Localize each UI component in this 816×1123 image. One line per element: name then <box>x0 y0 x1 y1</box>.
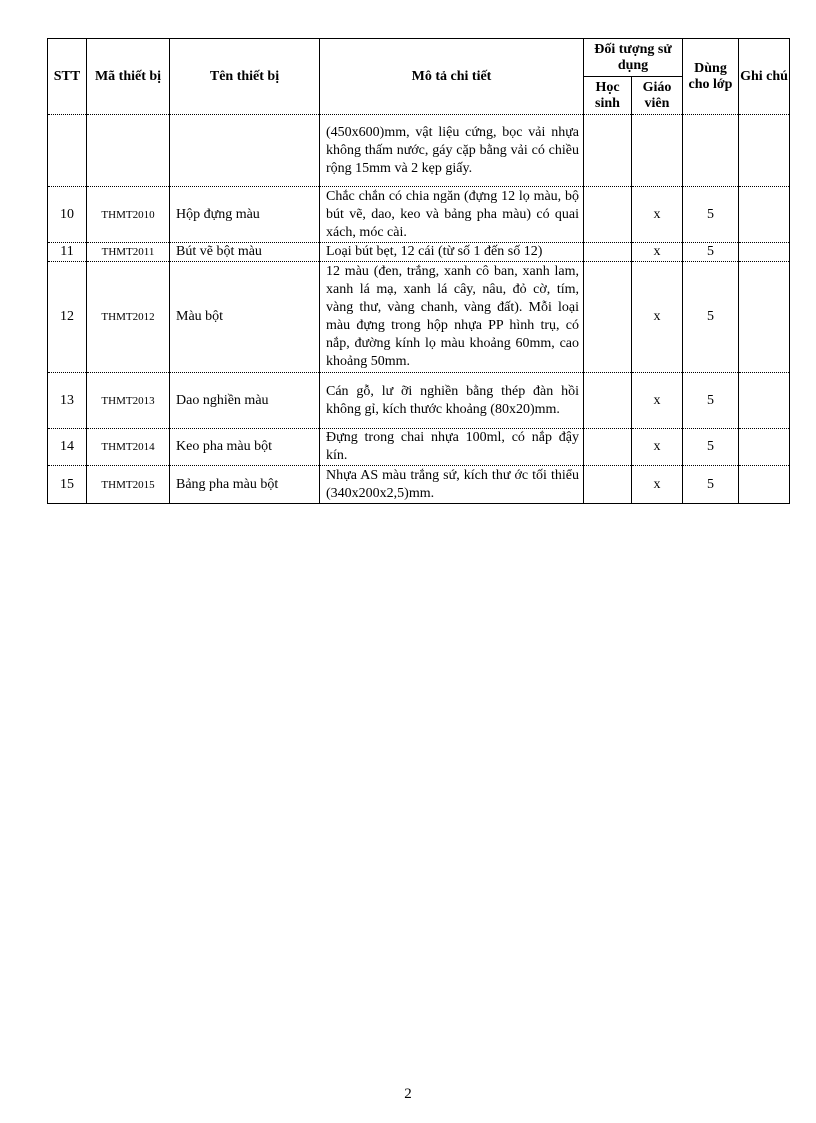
row-name: Keo pha màu bột <box>170 429 320 466</box>
table-row <box>48 187 790 243</box>
row-teacher: x <box>632 262 683 373</box>
row-student <box>584 373 632 429</box>
row-name: Bút vẽ bột màu <box>170 243 320 262</box>
row-grade: 5 <box>683 262 739 373</box>
row-grade: 5 <box>683 373 739 429</box>
row-description: 12 màu (đen, trắng, xanh cô ban, xanh lam, xanh lá mạ, xanh lá cây, nâu, đỏ cờ, tím, vàng thư, vàng chanh, vàng đất). Mỗi loại màu đựng trong hộp nhựa PP hình trụ, có nắp, đường kính lọ màu khoảng 60mm, cao khoảng 50mm. <box>320 262 584 373</box>
header-grade: Dùng cho lớp <box>683 39 739 115</box>
row-code: THMT2013 <box>87 373 170 429</box>
header-note: Ghi chú <box>739 39 790 115</box>
row-grade: 5 <box>683 243 739 262</box>
header-name: Tên thiết bị <box>170 39 320 115</box>
row-note <box>739 243 790 262</box>
row-description: (450x600)mm, vật liệu cứng, bọc vải nhựa không thấm nước, gáy cặp bằng vải có chiều rộng 15mm và 2 kẹp giấy. <box>320 115 584 187</box>
row-teacher: x <box>632 243 683 262</box>
row-name <box>170 115 320 187</box>
row-teacher: x <box>632 466 683 504</box>
table-row <box>48 466 790 504</box>
equipment-table <box>47 38 790 504</box>
row-code: THMT2011 <box>87 243 170 262</box>
row-teacher: x <box>632 373 683 429</box>
row-teacher: x <box>632 187 683 243</box>
table-row <box>48 429 790 466</box>
row-code: THMT2012 <box>87 262 170 373</box>
row-grade: 5 <box>683 466 739 504</box>
row-teacher: x <box>632 429 683 466</box>
row-student <box>584 115 632 187</box>
row-name: Hộp đựng màu <box>170 187 320 243</box>
header-stt: STT <box>48 39 87 115</box>
table-row <box>48 262 790 373</box>
row-code: THMT2015 <box>87 466 170 504</box>
header-code: Mã thiết bị <box>87 39 170 115</box>
row-note <box>739 466 790 504</box>
row-code: THMT2014 <box>87 429 170 466</box>
row-description: Chắc chắn có chia ngăn (đựng 12 lọ màu, bộ bút vẽ, dao, keo và bảng pha màu) có quai xách, móc cài. <box>320 187 584 243</box>
row-stt: 15 <box>48 466 87 504</box>
row-name: Bảng pha màu bột <box>170 466 320 504</box>
row-stt: 11 <box>48 243 87 262</box>
header-teacher: Giáo viên <box>632 77 683 115</box>
row-note <box>739 429 790 466</box>
row-stt: 14 <box>48 429 87 466</box>
row-code <box>87 115 170 187</box>
row-grade <box>683 115 739 187</box>
row-teacher <box>632 115 683 187</box>
row-note <box>739 373 790 429</box>
table-row <box>48 115 790 187</box>
header-description: Mô tả chi tiết <box>320 39 584 115</box>
row-student <box>584 429 632 466</box>
page-number: 2 <box>404 1086 412 1102</box>
row-student <box>584 466 632 504</box>
row-student <box>584 262 632 373</box>
row-name: Màu bột <box>170 262 320 373</box>
row-description: Loại bút bẹt, 12 cái (từ số 1 đến số 12) <box>320 243 584 262</box>
header-target: Đối tượng sử dụng <box>584 39 683 77</box>
row-stt: 13 <box>48 373 87 429</box>
table-row <box>48 373 790 429</box>
row-description: Nhựa AS màu trắng sứ, kích thư ớc tối thiểu (340x200x2,5)mm. <box>320 466 584 504</box>
row-note <box>739 187 790 243</box>
row-stt <box>48 115 87 187</box>
row-grade: 5 <box>683 429 739 466</box>
row-description: Đựng trong chai nhựa 100ml, có nắp đậy kín. <box>320 429 584 466</box>
row-student <box>584 243 632 262</box>
row-code: THMT2010 <box>87 187 170 243</box>
row-stt: 10 <box>48 187 87 243</box>
row-note <box>739 115 790 187</box>
row-name: Dao nghiền màu <box>170 373 320 429</box>
row-note <box>739 262 790 373</box>
row-description: Cán gỗ, lư ỡi nghiền bằng thép đàn hồi không gỉ, kích thước khoảng (80x20)mm. <box>320 373 584 429</box>
row-stt: 12 <box>48 262 87 373</box>
row-grade: 5 <box>683 187 739 243</box>
header-student: Học sinh <box>584 77 632 115</box>
table-row <box>48 243 790 262</box>
row-student <box>584 187 632 243</box>
